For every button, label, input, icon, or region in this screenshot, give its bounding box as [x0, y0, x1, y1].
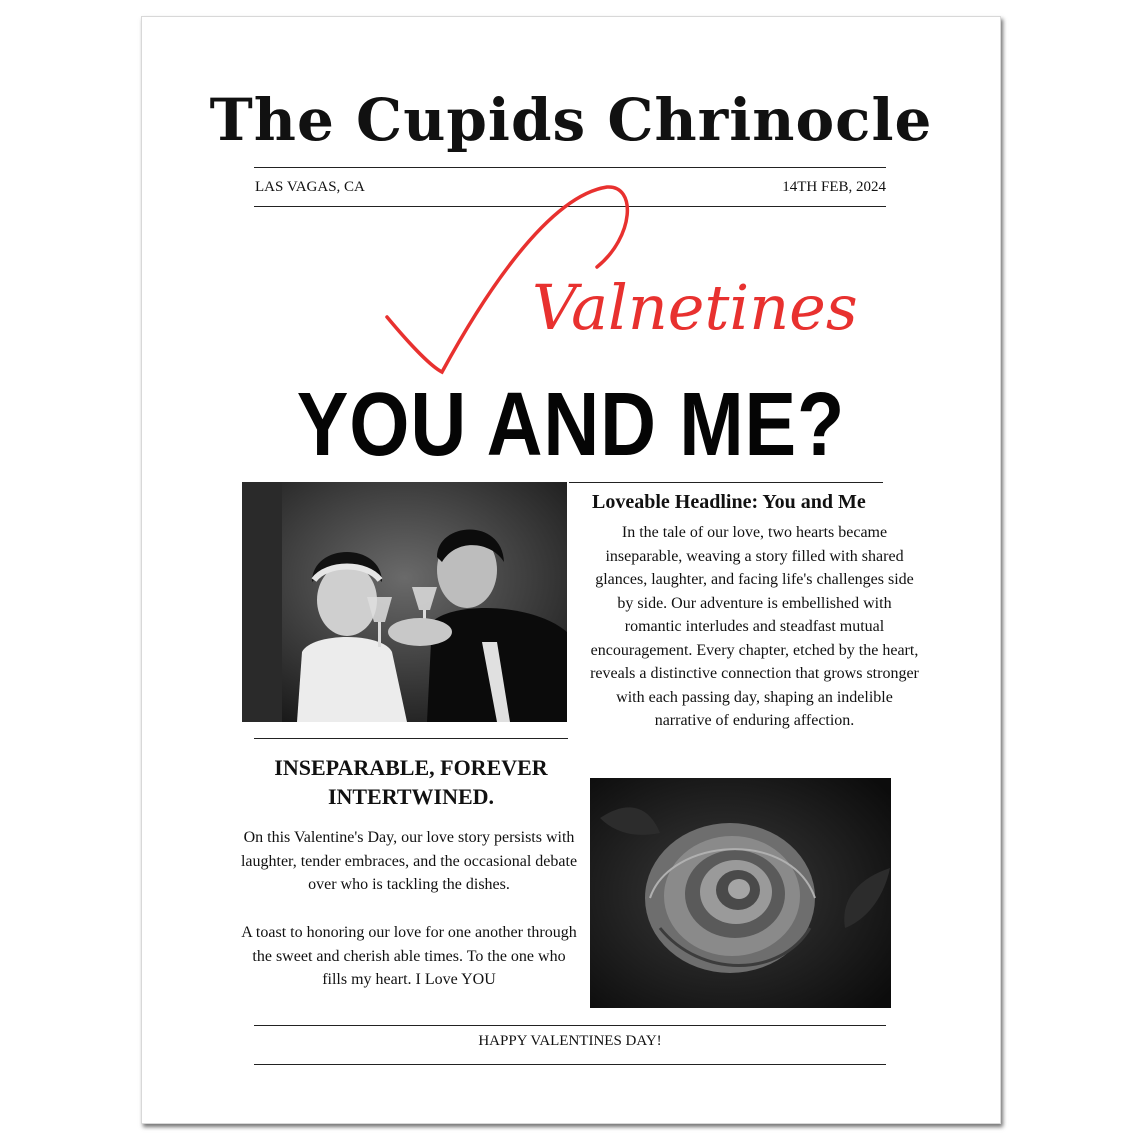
couple-photo — [242, 482, 567, 722]
main-headline: YOU AND ME? — [296, 375, 846, 475]
dateline-date: 14TH FEB, 2024 — [782, 179, 886, 195]
article-main-body: In the tale of our love, two hearts became inseparable, weaving a story filled with shared glances, laughter, and facing life's challenges side by side. Our adventure is embellished with romantic interludes and steadfast mutual encouragement. Every chapter, etched by the heart, reveals a distinctive connection that grows stronger with each passing day, shaping an indelible narrative of enduring affection. — [590, 524, 919, 729]
footer-rule-bottom — [254, 1064, 886, 1065]
script-title-text: Valnetines — [532, 271, 858, 344]
footer-rule-top — [254, 1025, 886, 1026]
article-main-rule — [569, 482, 883, 483]
rose-photo — [590, 778, 891, 1008]
masthead-rule-top — [254, 167, 886, 168]
article-main-title: Loveable Headline: You and Me — [592, 491, 866, 513]
script-title — [382, 207, 858, 387]
article-secondary-rule — [254, 738, 568, 739]
footer-text: HAPPY VALENTINES DAY! — [478, 1033, 662, 1049]
masthead-title: The Cupids Chrinocle — [209, 86, 933, 154]
article-secondary-body-1: On this Valentine's Day, our love story persists with laughter, tender embraces, and the occasional debate over who is tackling the dishes. — [240, 829, 578, 893]
dateline-location: LAS VAGAS, CA — [255, 179, 365, 195]
article-secondary-body-2: A toast to honoring our love for one another through the sweet and cherish able times. To the one who fills my heart. I Love YOU — [241, 924, 577, 988]
article-secondary-title: INSEPARABLE, FOREVER INTERTWINED. — [274, 755, 548, 809]
newspaper-page — [141, 16, 1001, 1124]
